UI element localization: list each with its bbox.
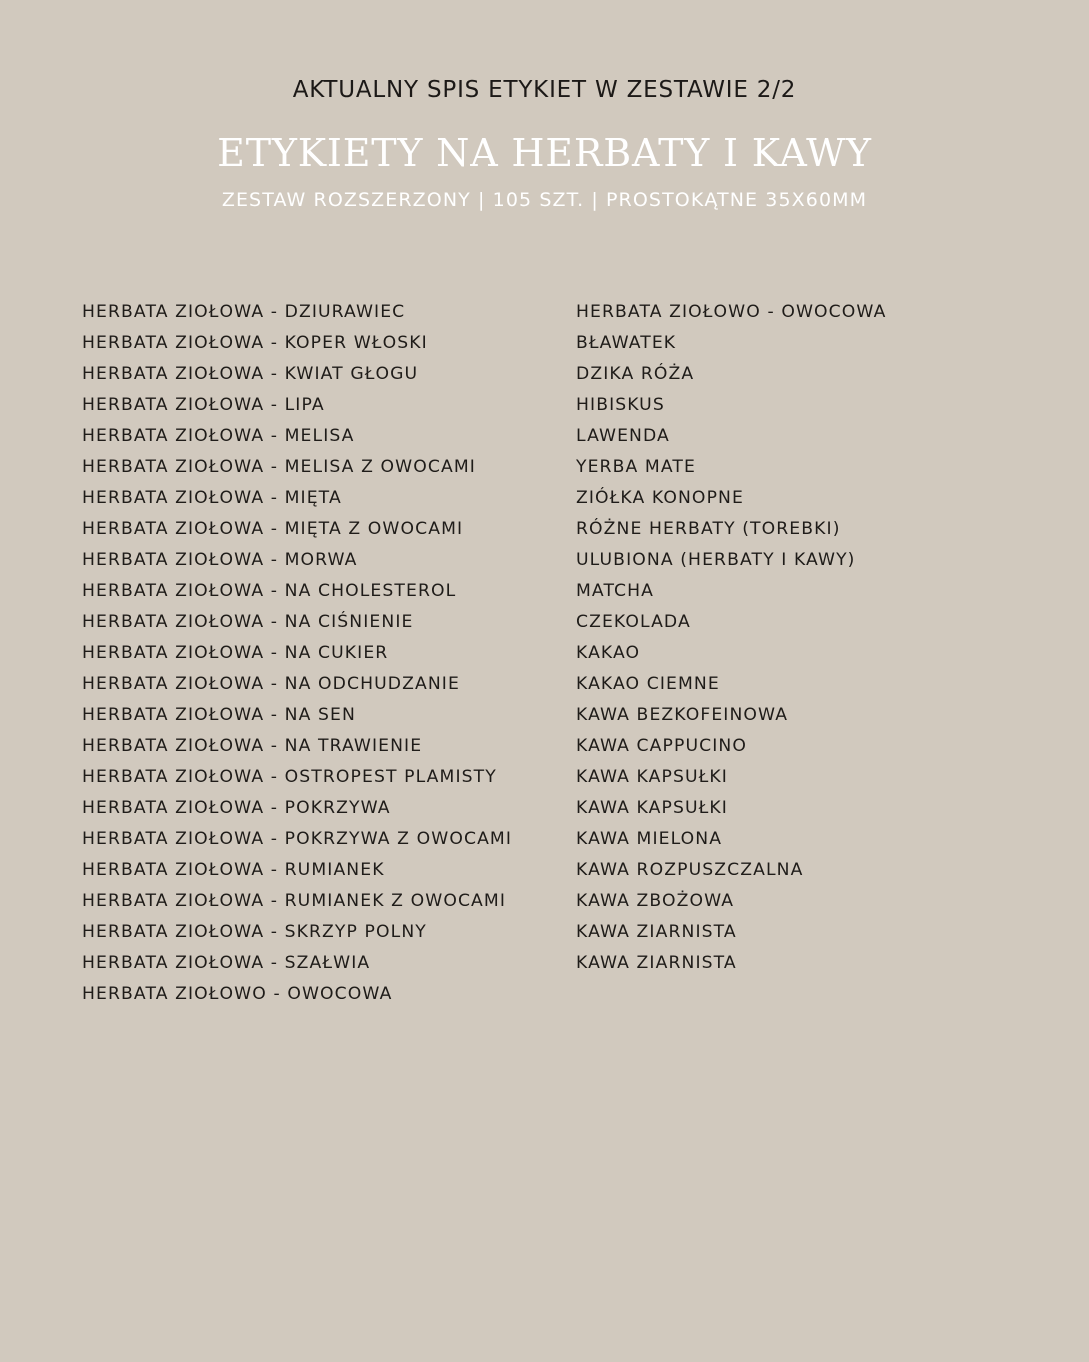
list-item: HERBATA ZIOŁOWA - SKRZYP POLNY xyxy=(82,922,427,942)
list-item: HIBISKUS xyxy=(576,395,665,415)
list-item: RÓŻNE HERBATY (TOREBKI) xyxy=(576,519,841,539)
list-item: MATCHA xyxy=(576,581,655,601)
list-item: KAWA KAPSUŁKI xyxy=(576,798,728,818)
list-item: HERBATA ZIOŁOWA - NA ODCHUDZANIE xyxy=(82,674,460,694)
page-title: ETYKIETY NA HERBATY I KAWY xyxy=(217,131,872,175)
list-item: HERBATA ZIOŁOWA - POKRZYWA Z OWOCAMI xyxy=(82,829,513,849)
list-item: KAKAO xyxy=(576,643,641,663)
list-item: KAWA ROZPUSZCZALNA xyxy=(576,860,804,880)
list-item: HERBATA ZIOŁOWO - OWOCOWA xyxy=(576,302,887,322)
list-item: HERBATA ZIOŁOWA - NA TRAWIENIE xyxy=(82,736,423,756)
list-item: HERBATA ZIOŁOWA - MELISA xyxy=(82,426,355,446)
list-item: DZIKA RÓŻA xyxy=(576,364,695,384)
list-item: LAWENDA xyxy=(576,426,670,446)
list-item: HERBATA ZIOŁOWA - NA CHOLESTEROL xyxy=(82,581,457,601)
list-item: HERBATA ZIOŁOWA - MELISA Z OWOCAMI xyxy=(82,457,476,477)
list-item: ULUBIONA (HERBATY I KAWY) xyxy=(576,550,856,570)
list-item: KAWA BEZKOFEINOWA xyxy=(576,705,789,725)
label-columns xyxy=(82,297,1042,1037)
list-item: HERBATA ZIOŁOWA - NA CUKIER xyxy=(82,643,389,663)
list-item: KAWA MIELONA xyxy=(576,829,723,849)
list-item: HERBATA ZIOŁOWO - OWOCOWA xyxy=(82,984,393,1004)
label-list-right xyxy=(576,297,886,979)
list-item: HERBATA ZIOŁOWA - LIPA xyxy=(82,395,325,415)
list-item: KAWA CAPPUCINO xyxy=(576,736,747,756)
list-item: KAWA ZBOŻOWA xyxy=(576,891,735,911)
list-item: YERBA MATE xyxy=(576,457,696,477)
list-item: ZIÓŁKA KONOPNE xyxy=(576,488,744,508)
list-item: HERBATA ZIOŁOWA - NA CIŚNIENIE xyxy=(82,612,414,632)
list-item: HERBATA ZIOŁOWA - KOPER WŁOSKI xyxy=(82,333,428,353)
list-item: HERBATA ZIOŁOWA - RUMIANEK Z OWOCAMI xyxy=(82,891,506,911)
list-item: CZEKOLADA xyxy=(576,612,691,632)
list-item: KAKAO CIEMNE xyxy=(576,674,720,694)
list-item: HERBATA ZIOŁOWA - MORWA xyxy=(82,550,358,570)
list-item: HERBATA ZIOŁOWA - MIĘTA xyxy=(82,488,342,508)
list-item: KAWA ZIARNISTA xyxy=(576,953,737,973)
page-subtitle: ZESTAW ROZSZERZONY | 105 SZT. | PROSTOKĄTNE 35X60MM xyxy=(221,189,868,211)
list-item: KAWA KAPSUŁKI xyxy=(576,767,728,787)
list-item: BŁAWATEK xyxy=(576,333,677,353)
list-item: HERBATA ZIOŁOWA - DZIURAWIEC xyxy=(82,302,406,322)
list-item: HERBATA ZIOŁOWA - MIĘTA Z OWOCAMI xyxy=(82,519,464,539)
list-item: KAWA ZIARNISTA xyxy=(576,922,737,942)
list-item: HERBATA ZIOŁOWA - SZAŁWIA xyxy=(82,953,371,973)
list-item: HERBATA ZIOŁOWA - OSTROPEST PLAMISTY xyxy=(82,767,497,787)
set-kicker: AKTUALNY SPIS ETYKIET W ZESTAWIE 2/2 xyxy=(292,77,797,103)
label-list-left xyxy=(82,297,512,1010)
list-item: HERBATA ZIOŁOWA - POKRZYWA xyxy=(82,798,391,818)
list-item: HERBATA ZIOŁOWA - NA SEN xyxy=(82,705,356,725)
list-item: HERBATA ZIOŁOWA - KWIAT GŁOGU xyxy=(82,364,419,384)
list-item: HERBATA ZIOŁOWA - RUMIANEK xyxy=(82,860,385,880)
